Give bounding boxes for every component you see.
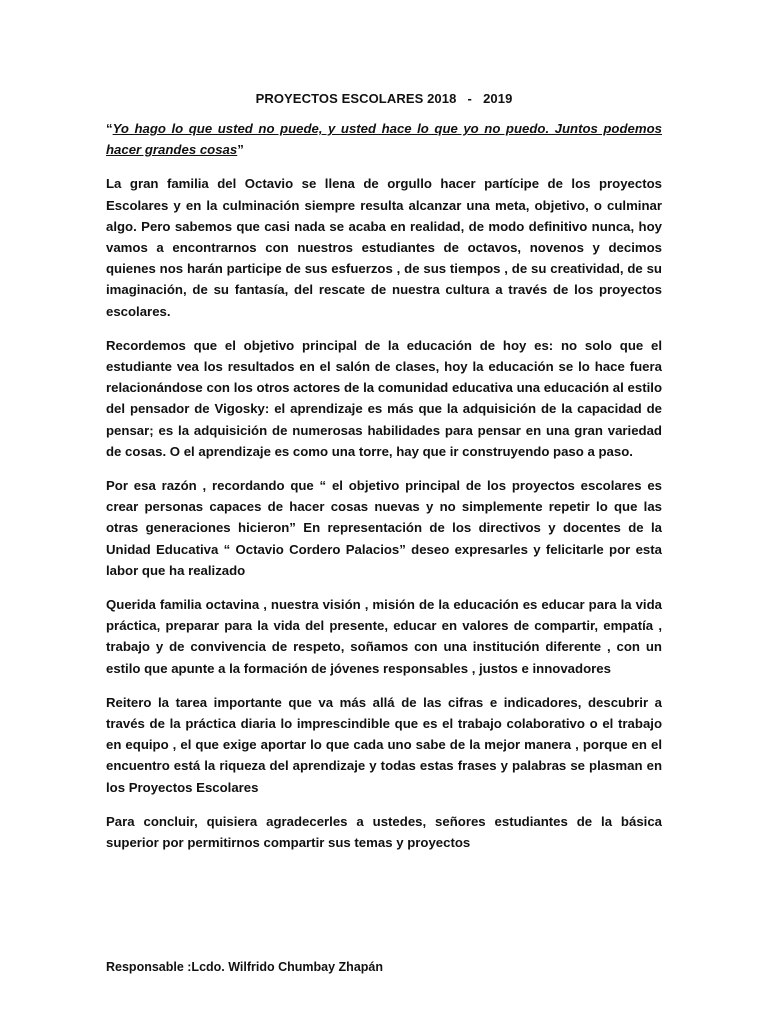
document-title: PROYECTOS ESCOLARES 2018 - 2019 [255,91,513,106]
paragraph-1: La gran familia del Octavio se llena de orgullo hacer partícipe de los proyectos Escolares y en la culminación siempre resulta alcanzar una meta, objetivo, o culminar algo. Pero sabemos que casi nada se acaba en realidad, de modo definitivo nunca, hoy vamos a encontrarnos con nuestros estudiantes de octavos, novenos y decimos quienes nos harán participe de sus esfuerzos , de sus tiempos , de su creatividad, de su imaginación, de su fantasía, del rescate de nuestra cultura a través de los proyectos escolares. [106,176,662,319]
document-body [106,118,662,866]
paragraph-2: Recordemos que el objetivo principal de la educación de hoy es: no solo que el estudiante vea los resultados en el salón de clases, hoy la educación se lo hace fuera relacionándose con los otros actores de la comunidad educativa una educación al estilo del pensador de Vigosky: el aprendizaje es más que la adquisición de la capacidad de pensar; es la adquisición de numerosas habilidades para pensar en una gran variedad de cosas. O el aprendizaje es como una torre, hay que ir construyendo paso a paso. [106,337,662,459]
quote-text: Yo hago lo que usted no puede, y usted hace lo que yo no puedo. Juntos podemos hacer grandes cosas [106,121,662,158]
quote-close-mark: ” [237,142,244,158]
paragraph-3: Por esa razón , recordando que “ el objetivo principal de los proyectos escolares es crear personas capaces de hacer cosas nuevas y no simplemente repetir lo que las otras generaciones hicieron” En representación de los directivos y docentes de la Unidad Educativa “ Octavio Cordero Palacios” deseo expresarles y felicitarle por esta labor que ha realizado [106,478,662,578]
paragraph-4: Querida familia octavina , nuestra visión , misión de la educación es educar para la vida práctica, preparar para la vida del presente, educar en valores de compartir, empatía , trabajo y de convivencia de respeto, soñamos con una institución diferente , con un estilo que apunte a la formación de jóvenes responsables , justos e innovadores [106,597,662,676]
paragraph-5: Reitero la tarea importante que va más allá de las cifras e indicadores, descubrir a través de la práctica diaria lo imprescindible que es el trabajo colaborativo o el trabajo en equipo , el que exige aportar lo que cada uno sabe de la mejor manera , porque en el encuentro está la riqueza del aprendizaje y todas estas frases y palabras se plasman en los Proyectos Escolares [106,694,662,795]
paragraph-6: Para concluir, quisiera agradecerles a ustedes, señores estudiantes de la básica superior por permitirnos compartir sus temas y proyectos [106,813,662,851]
signature-line: Responsable :Lcdo. Wilfrido Chumbay Zhapán [106,960,383,974]
opening-quote [106,118,662,160]
quote-open-mark: “ [106,121,113,136]
